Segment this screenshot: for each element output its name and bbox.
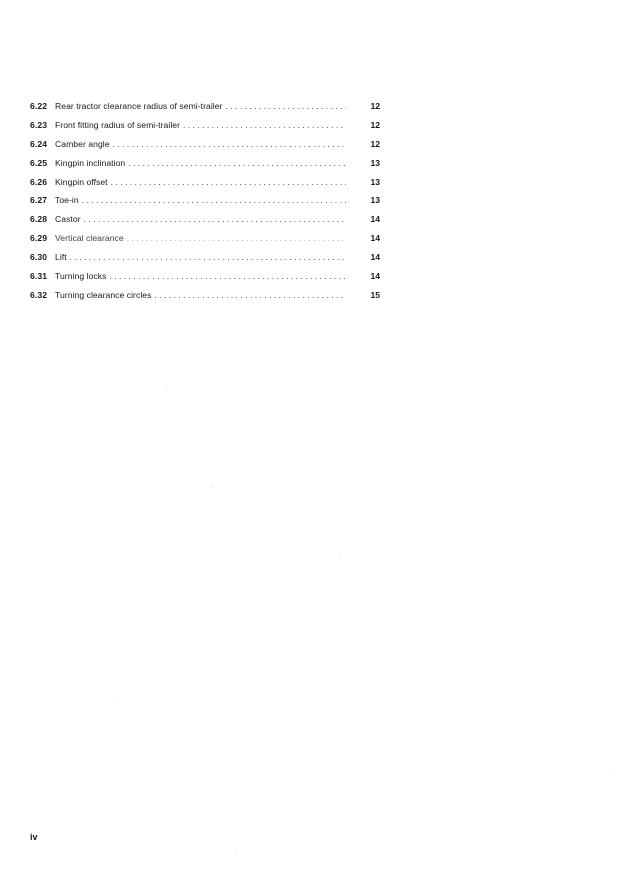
toc-entry-number: 6.27 <box>30 195 48 206</box>
toc-entry-page: 14 <box>370 233 380 244</box>
toc-entry-6-29[interactable] <box>30 229 380 248</box>
toc-entry-number: 6.32 <box>30 289 48 300</box>
toc-entry-6-22[interactable] <box>30 97 380 116</box>
toc-entry-title: Turning locks <box>55 271 107 282</box>
toc-entry-page: 14 <box>370 252 380 263</box>
toc-entry-page: 12 <box>370 119 380 130</box>
toc-entry-page: 15 <box>370 289 380 300</box>
toc-entry-page: 12 <box>370 101 380 111</box>
toc-dot-leader <box>113 135 346 154</box>
toc-entry-number: 6.30 <box>30 252 48 263</box>
toc-entry-title: Toe-in <box>55 195 79 206</box>
toc-entry-6-25[interactable] <box>30 154 380 173</box>
toc-entry-6-26[interactable] <box>30 173 380 192</box>
toc-dot-leader <box>154 286 346 305</box>
toc-entry-number: 6.28 <box>30 214 48 225</box>
toc-entry-title: Lift <box>55 252 67 263</box>
toc-dot-leader <box>70 248 346 267</box>
toc-entry-page: 14 <box>370 214 380 225</box>
toc-entry-page: 13 <box>370 176 380 187</box>
toc-entry-6-32[interactable] <box>30 286 380 305</box>
scan-speck <box>340 556 341 557</box>
toc-entry-number: 6.22 <box>30 101 48 111</box>
scan-speck <box>212 486 213 487</box>
toc-dot-leader <box>128 154 346 173</box>
toc-dot-leader <box>109 267 346 286</box>
toc-entry-title: Front fitting radius of semi-trailer <box>55 119 181 130</box>
toc-entry-6-27[interactable] <box>30 191 380 210</box>
scan-speck <box>114 700 115 701</box>
toc-entry-title: Kingpin offset <box>55 176 108 187</box>
toc-dot-leader <box>127 229 346 248</box>
scan-speck <box>236 852 237 853</box>
toc-entry-number: 6.25 <box>30 157 48 168</box>
toc-entry-number: 6.23 <box>30 119 48 130</box>
page-number: iv <box>30 832 38 842</box>
toc-entry-page: 13 <box>370 195 380 206</box>
toc-entry-title: Kingpin inclination <box>55 157 126 168</box>
toc-dot-leader <box>183 116 346 135</box>
toc-entry-6-28[interactable] <box>30 210 380 229</box>
toc-entry-title: Turning clearance circles <box>55 289 152 300</box>
toc-entry-title: Rear tractor clearance radius of semi-trailer <box>55 101 223 111</box>
toc-entry-number: 6.31 <box>30 271 48 282</box>
toc-entry-number: 6.26 <box>30 176 48 187</box>
scan-speck <box>166 389 167 390</box>
toc-entry-page: 14 <box>370 271 380 282</box>
toc-entry-title: Vertical clearance <box>55 233 124 244</box>
toc-entry-6-24[interactable] <box>30 135 380 154</box>
toc-entry-number: 6.24 <box>30 138 48 149</box>
toc-entry-number: 6.29 <box>30 233 48 244</box>
toc-dot-leader <box>226 97 347 116</box>
table-of-contents <box>30 97 380 305</box>
scan-speck <box>610 770 611 771</box>
toc-entry-page: 12 <box>370 138 380 149</box>
toc-entry-6-23[interactable] <box>30 116 380 135</box>
toc-entry-6-31[interactable] <box>30 267 380 286</box>
toc-dot-leader <box>84 210 346 229</box>
toc-dot-leader <box>82 191 346 210</box>
toc-entry-title: Camber angle <box>55 138 110 149</box>
toc-entry-page: 13 <box>370 157 380 168</box>
toc-dot-leader <box>111 173 346 192</box>
toc-entry-title: Castor <box>55 214 81 225</box>
toc-entry-6-30[interactable] <box>30 248 380 267</box>
